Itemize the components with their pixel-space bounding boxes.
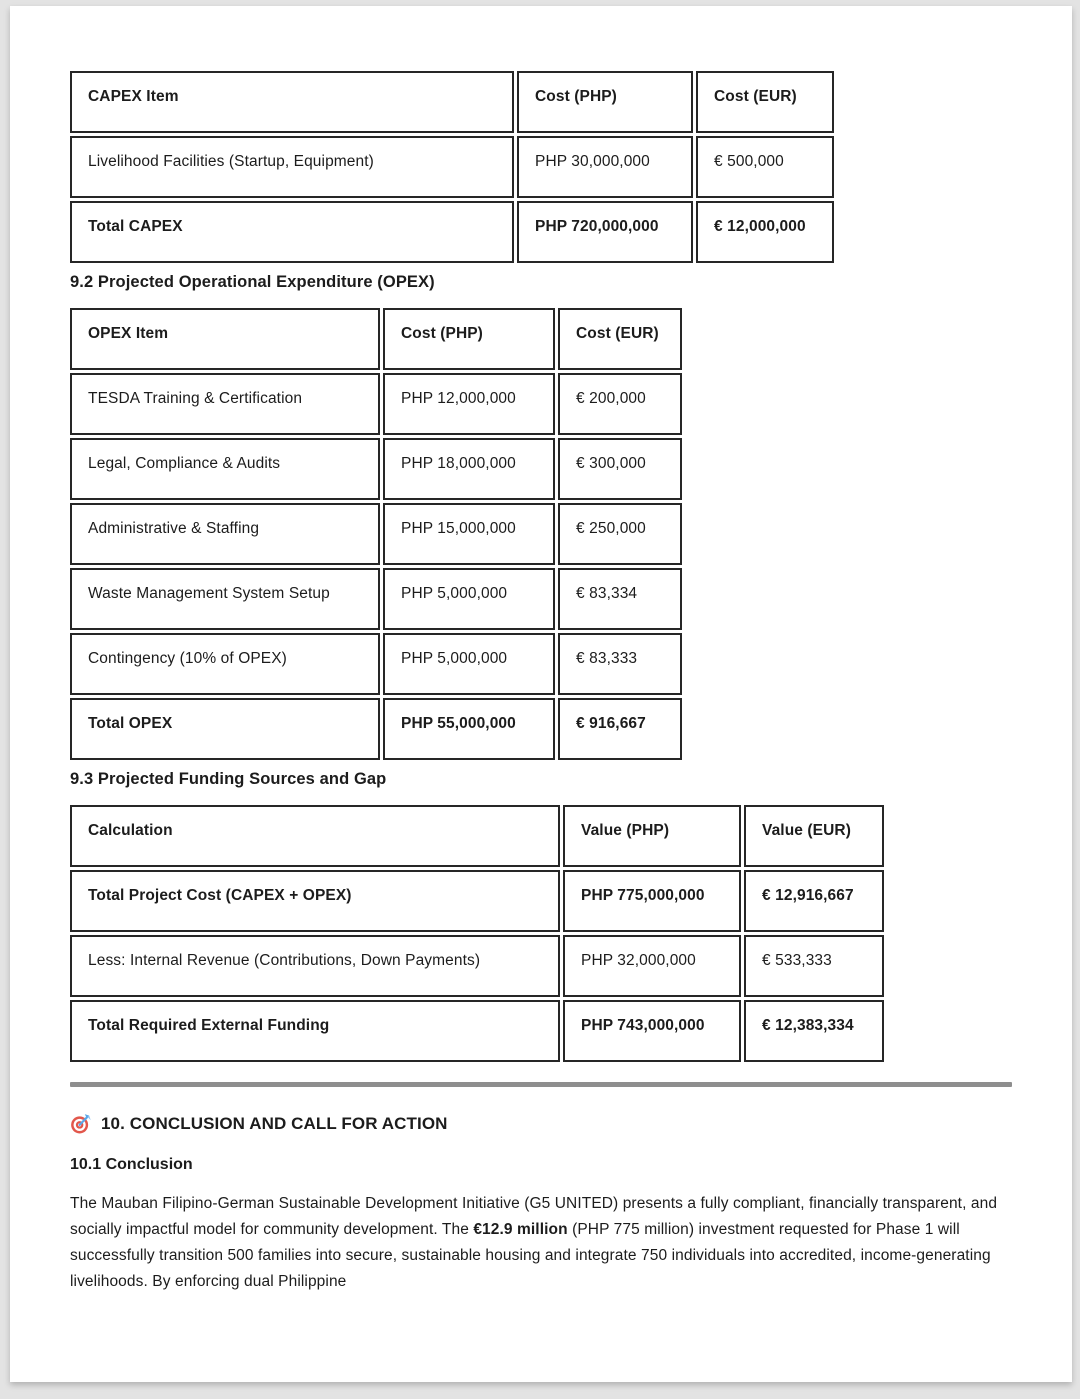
capex-header-php: Cost (PHP) (517, 71, 693, 133)
funding-row-php: PHP 32,000,000 (563, 935, 741, 997)
funding-total-php: PHP 743,000,000 (563, 1000, 741, 1062)
section-heading-9-3: 9.3 Projected Funding Sources and Gap (70, 770, 387, 788)
section-divider (70, 1082, 1012, 1087)
conclusion-heading-text: 10. CONCLUSION AND CALL FOR ACTION (101, 1114, 448, 1133)
table-total-row (70, 870, 884, 932)
opex-row-item: Administrative & Staffing (70, 503, 380, 565)
opex-header-php: Cost (PHP) (383, 308, 555, 370)
capex-row-item: Livelihood Facilities (Startup, Equipment) (70, 136, 514, 198)
opex-header-item: OPEX Item (70, 308, 380, 370)
opex-header-eur: Cost (EUR) (558, 308, 682, 370)
table-row (70, 568, 682, 630)
conclusion-subheading: 10.1 Conclusion (70, 1156, 193, 1173)
opex-row-eur: € 300,000 (558, 438, 682, 500)
opex-row-php: PHP 5,000,000 (383, 633, 555, 695)
section-heading-9-2: 9.2 Projected Operational Expenditure (OPEX) (70, 273, 435, 291)
funding-row-item: Less: Internal Revenue (Contributions, Down Payments) (70, 935, 560, 997)
funding-row-item: Total Project Cost (CAPEX + OPEX) (70, 870, 560, 932)
capex-total-php: PHP 720,000,000 (517, 201, 693, 263)
opex-row-php: PHP 18,000,000 (383, 438, 555, 500)
capex-total-eur: € 12,000,000 (696, 201, 834, 263)
table-total-row (70, 201, 834, 263)
capex-header-item: CAPEX Item (70, 71, 514, 133)
conclusion-section-heading (70, 1113, 1072, 1135)
opex-row-eur: € 250,000 (558, 503, 682, 565)
table-row (70, 136, 834, 198)
opex-row-item: Contingency (10% of OPEX) (70, 633, 380, 695)
funding-table (67, 802, 887, 1065)
opex-row-item: TESDA Training & Certification (70, 373, 380, 435)
table-total-row (70, 698, 682, 760)
table-row (70, 438, 682, 500)
opex-table-header-row (70, 308, 682, 370)
capex-header-eur: Cost (EUR) (696, 71, 834, 133)
capex-total-label: Total CAPEX (70, 201, 514, 263)
opex-row-eur: € 83,334 (558, 568, 682, 630)
opex-total-php: PHP 55,000,000 (383, 698, 555, 760)
opex-total-eur: € 916,667 (558, 698, 682, 760)
opex-row-php: PHP 15,000,000 (383, 503, 555, 565)
paragraph-text: (PHP 775 million) investment requested for Phase 1 will successfully transition 500 families into secure, sustainable housing and integrate 750 individuals into accredited, income-generating livelihoods. By enforcing dual Philippine (70, 1221, 991, 1290)
paragraph-bold-amount: €12.9 million (473, 1221, 568, 1238)
paragraph-text: The Mauban Filipino-German Sustainable Development Initiative (G5 UNITED) presents a fully compliant, financially transparent, and socially impactful model for community development. The (70, 1195, 998, 1238)
opex-row-item: Legal, Compliance & Audits (70, 438, 380, 500)
funding-row-php: PHP 775,000,000 (563, 870, 741, 932)
funding-header-item: Calculation (70, 805, 560, 867)
capex-row-php: PHP 30,000,000 (517, 136, 693, 198)
opex-row-eur: € 200,000 (558, 373, 682, 435)
capex-table (67, 68, 837, 266)
page-content (10, 6, 1072, 1295)
funding-header-php: Value (PHP) (563, 805, 741, 867)
table-row (70, 935, 884, 997)
funding-header-eur: Value (EUR) (744, 805, 884, 867)
opex-row-eur: € 83,333 (558, 633, 682, 695)
capex-row-eur: € 500,000 (696, 136, 834, 198)
target-dart-icon (70, 1113, 92, 1135)
opex-row-php: PHP 5,000,000 (383, 568, 555, 630)
funding-total-eur: € 12,383,334 (744, 1000, 884, 1062)
opex-row-item: Waste Management System Setup (70, 568, 380, 630)
table-total-row (70, 1000, 884, 1062)
opex-total-label: Total OPEX (70, 698, 380, 760)
funding-total-label: Total Required External Funding (70, 1000, 560, 1062)
funding-table-header-row (70, 805, 884, 867)
funding-row-eur: € 12,916,667 (744, 870, 884, 932)
funding-row-eur: € 533,333 (744, 935, 884, 997)
opex-table (67, 305, 685, 763)
conclusion-paragraph (70, 1191, 1015, 1295)
opex-row-php: PHP 12,000,000 (383, 373, 555, 435)
table-row (70, 373, 682, 435)
document-page (10, 6, 1072, 1382)
table-row (70, 503, 682, 565)
table-row (70, 633, 682, 695)
capex-table-header-row (70, 71, 834, 133)
